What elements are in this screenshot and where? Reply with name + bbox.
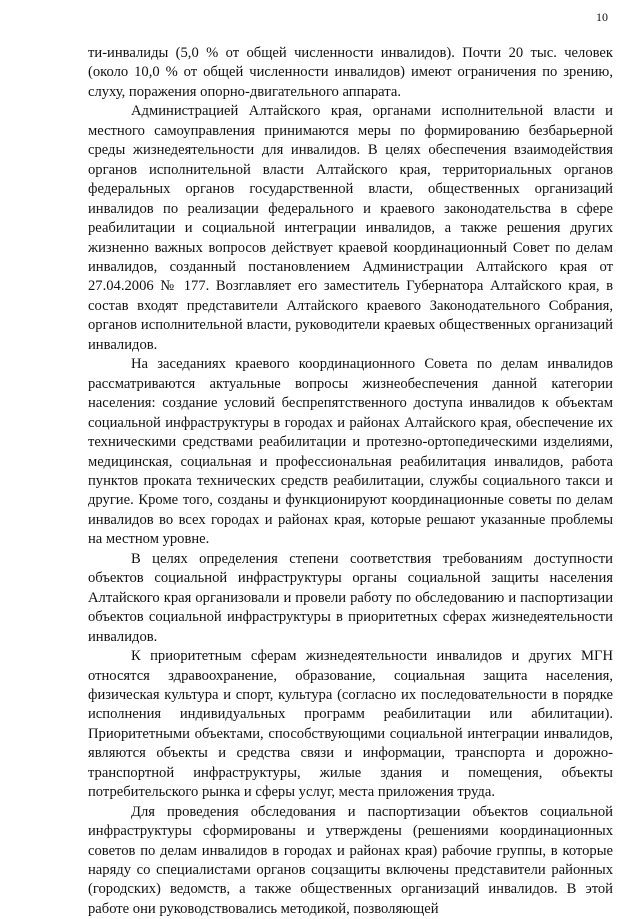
paragraph-working-groups: Для проведения обследования и паспортизации объектов социальной инфраструктуры сформированы и утверждены (решениями координационных советов по делам инвалидов в городах и районах края) рабочие группы, в которые наряду со специалистами органов соцзащиты включены представители районных (городских) ведомств, а также общественных организаций инвалидов. В этой работе они руководствовались методикой, позволяющей — [88, 803, 613, 917]
paragraph-priority-spheres: К приоритетным сферам жизнедеятельности инвалидов и других МГН относятся здравоохранение, образование, социальная защита населения, физическая культура и спорт, культура (согласно их последовательности в порядке исполнения индивидуальных программ реабилитации или абилитации). Приоритетными объектами, способствующими социальной интеграции инвалидов, являются объекты и средства связи и информации, транспорта и дорожно-транспортной инфраструктуры, жилые здания и помещения, объекты потребительского рынка и сферы услуг, места приложения труда. — [88, 648, 613, 801]
paragraph-continuation: ти-инвалиды (5,0 % от общей численности инвалидов). Почти 20 тыс. человек (около 10,0 % от общей численности инвалидов) имеют ограничения по зрению, слуху, поражения опорно-двигательного аппарата. — [88, 45, 613, 100]
paragraph-council-meetings: На заседаниях краевого координационного Совета по делам инвалидов рассматриваются актуальные вопросы жизнеобеспечения данной категории населения: создание условий беспрепятственного доступа инвалидов к объектам социальной инфраструктуры в городах и районах Алтайского края, обеспечение их техническими средствами реабилитации и протезно-ортопедическими изделиями, медицинская, социальная и профессиональная реабилитация инвалидов, работа пунктов проката технических средств реабилитации, службы социального такси и другие. Кроме того, созданы и функционируют координационные советы по делам инвалидов во всех городах и районах края, которые решают указанные проблемы на местном уровне. — [88, 356, 613, 548]
body-text — [88, 44, 613, 919]
paragraph-administration-measures: Администрацией Алтайского края, органами исполнительной власти и местного самоуправления принимаются меры по формированию безбарьерной среды жизнедеятельности для инвалидов. В целях обеспечения взаимодействия органов исполнительной власти Алтайского края, территориальных органов федеральных органов государственной власти, общественных организаций инвалидов по реализации федерального и краевого законодательства в сфере реабилитации и социальной интеграции инвалидов, а также решения других жизненно важных вопросов действует краевой координационный Совет по делам инвалидов, созданный постановлением Администрации Алтайского края от 27.04.2006 № 177. Возглавляет его заместитель Губернатора Алтайского края, в состав входят представители Алтайского краевого Законодательного Собрания, органов исполнительной власти, руководители краевых общественных организаций инвалидов. — [88, 103, 613, 353]
page-number: 10 — [596, 10, 608, 24]
paragraph-accessibility-survey: В целях определения степени соответствия требованиям доступности объектов социальной инфраструктуры органы социальной защиты населения Алтайского края организовали и провели работу по обследованию и паспортизации объектов социальной инфраструктуры в приоритетных сферах жизнедеятельности инвалидов. — [88, 550, 613, 645]
